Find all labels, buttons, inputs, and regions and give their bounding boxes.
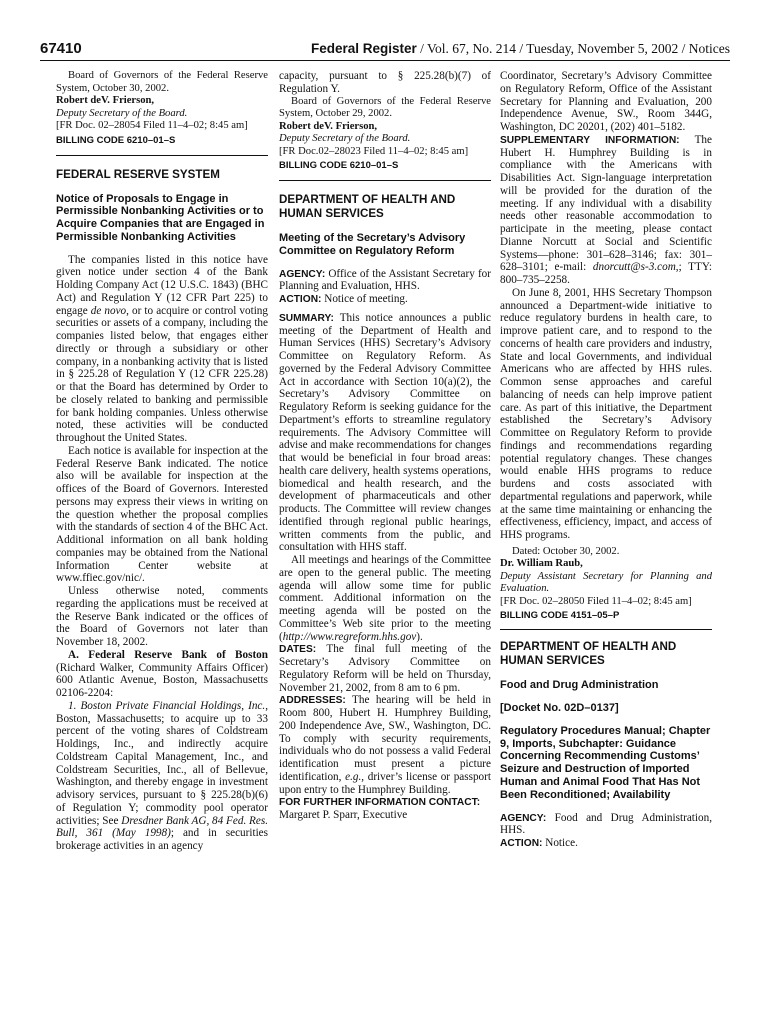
column-1	[56, 70, 268, 853]
billing-code: BILLING CODE 6210–01–S	[279, 160, 399, 171]
paragraph: A. Federal Reserve Bank of Boston (Richard Walker, Community Affairs Officer) 600 Atlantic Avenue, Boston, Massachusetts 02106-2204:	[56, 648, 268, 700]
agency-line: AGENCY: Food and Drug Administration, HHS.	[500, 811, 712, 837]
billing-code: BILLING CODE 4151–05–P	[500, 610, 620, 622]
agency-heading: DEPARTMENT OF HEALTH AND HUMAN SERVICES	[279, 193, 456, 220]
action-line: ACTION: Notice of meeting.	[279, 293, 408, 306]
signer-title: Deputy Assistant Secretary for Planning and Evaluation.	[500, 570, 712, 595]
section-divider	[279, 180, 491, 181]
signer-name: Dr. William Raub,	[500, 558, 583, 570]
docket-number: [Docket No. 02D–0137]	[500, 702, 619, 715]
fr-doc-line: [FR Doc.02–28023 Filed 11–4–02; 8:45 am]	[279, 145, 469, 157]
signer-name: Robert deV. Frierson,	[56, 95, 155, 106]
paragraph: capacity, pursuant to § 225.28(b)(7) of Regulation Y.	[279, 70, 491, 95]
signer-title: Deputy Secretary of the Board.	[56, 107, 188, 119]
page-number: 67410	[40, 40, 82, 57]
running-header	[40, 38, 730, 61]
agency-heading: FEDERAL RESERVE SYSTEM	[56, 167, 220, 181]
fr-doc-line: [FR Doc. 02–28050 Filed 11–4–02; 8:45 am]	[500, 595, 692, 607]
action-line: ACTION: Notice.	[500, 837, 578, 850]
column-3	[500, 70, 712, 850]
running-title	[311, 41, 730, 57]
signer-title: Deputy Secretary of the Board.	[279, 133, 411, 144]
dates: DATES: The final full meeting of the Secretary’s Advisory Committee on Regulatory Reform will be held on Thursday, November 21, 2002, from 8 am to 6 pm.	[279, 643, 491, 694]
issue-details: / Vol. 67, No. 214 / Tuesday, November 5, 2002 / Notices	[416, 41, 730, 56]
publication-name: Federal Register	[310, 41, 417, 56]
contact-label: FOR FURTHER INFORMATION CONTACT:	[279, 797, 481, 809]
agency-heading: DEPARTMENT OF HEALTH AND HUMAN SERVICES	[500, 640, 677, 668]
section-divider	[500, 629, 712, 630]
paragraph: Coordinator, Secretary’s Advisory Committee on Regulatory Reform, Office of the Assistant Secretary for Planning and Evaluation, 200 Independence Avenue, SW., Room 344G, Washington, DC 20201, (202) 401–5182.	[500, 70, 712, 133]
contact-text: Margaret P. Sparr, Executive	[279, 809, 408, 822]
board-line: Board of Governors of the Federal Reserve System, October 30, 2002.	[56, 70, 268, 94]
paragraph: Unless otherwise noted, comments regarding the applications must be received at the Reserve Bank indicated or the offices of the Board of Governors not later than November 18, 2002.	[56, 585, 268, 649]
supplementary-info: SUPPLEMENTARY INFORMATION: The Hubert H. Humphrey Building is in compliance with the Americans with Disabilities Act. Sign-language interpretation will be provided for the duration of the meeting. If any individual with a disability needs other reasonable accommodation to participate in the meeting, please contact Dianne Norcutt at Social and Scientific Systems—phone: 301–628–3146; fax: 301–628–3101; e-mail: dnorcutt@s-3.com,; TTY: 800–735–2258.	[500, 133, 712, 286]
paragraph: On June 8, 2001, HHS Secretary Thompson announced a Department-wide initiative to reduce regulatory burdens in health care, to improve patient care, and to respond to the concerns of health care providers and industry, State and local Governments, and individual Americans who are affected by HHS rules. Common sense approaches and careful balancing of needs can help improve patient care. As part of this initiative, the Department established the Secretary’s Advisory Committee on Regulatory Reform to provide findings and recommendations regarding potential regulatory changes. These changes would enable HHS programs to reduce burdens and costs associated with departmental regulations and paperwork, while at the same time maintaining or enhancing the effectiveness, efficiency, impact, and access of HHS programs.	[500, 286, 712, 541]
agency-line: AGENCY: Office of the Assistant Secretary for Planning and Evaluation, HHS.	[279, 267, 491, 293]
subject-heading: Meeting of the Secretary’s Advisory Committee on Regulatory Reform	[279, 232, 466, 257]
section-divider	[56, 155, 268, 156]
notice-heading: Notice of Proposals to Engage in Permissible Nonbanking Activities or to Acquire Companies that are Engaged in Permissible Nonbanking Activities	[56, 192, 265, 243]
sub-agency: Food and Drug Administration	[500, 679, 659, 692]
billing-code: BILLING CODE 6210–01–S	[56, 134, 176, 146]
addresses: ADDRESSES: The hearing will be held in Room 800, Hubert H. Humphrey Building, 200 Independence Ave, SW., Washington, DC. To comply with security requirements, individuals who do not possess a valid Federal identification must present a picture identification, e.g., driver’s license or passport upon entry to the Humphrey Building.	[279, 694, 491, 796]
board-line: Board of Governors of the Federal Reserve System, October 29, 2002.	[279, 95, 491, 119]
column-2	[279, 70, 491, 822]
paragraph: The companies listed in this notice have given notice under section 4 of the Bank Holding Company Act (12 U.S.C. 1843) (BHC Act) and Regulation Y (12 CFR Part 225) to engage de novo, or to acquire or control voting securities or assets of a company, including the companies listed below, that engages either directly or through a subsidiary or other company, in a nonbanking activity that is listed in § 225.28 of Regulation Y (12 CFR 225.28) or that the Board has determined by Order to be closely related to banking and permissible for bank holding companies. Unless otherwise noted, these activities will be conducted throughout the United States.	[56, 253, 268, 445]
summary: SUMMARY: This notice announces a public meeting of the Department of Health and Human Services (HHS) Secretary’s Advisory Committee on Regulatory Reform. As governed by the Federal Advisory Committee Act in accordance with Section 10(a)(2), the Secretary’s Advisory Committee on Regulatory Reform is seeking guidance for the Department’s efforts to streamline regulatory requirements. The Advisory Committee will advise and make recommendations for changes that would be beneficial in four broad areas: health care delivery, health systems operations, biomedical and health research, and the development of pharmaceuticals and other products. The Committee will review changes identified through regional public hearings, written comments from the public, and consultation with HHS staff.	[279, 311, 491, 554]
signer-name: Robert deV. Frierson,	[279, 120, 378, 132]
subject-heading: Regulatory Procedures Manual; Chapter 9, Imports, Subchapter: Guidance Concerning Recommending Customs’ Seizure and Destruction of Imported Human and Animal Food That Has Not Been Reconditioned; Availability	[500, 724, 711, 801]
dated-line: Dated: October 30, 2002.	[512, 545, 620, 557]
paragraph: All meetings and hearings of the Committee are open to the general public. The meeting agenda will allow some time for public comment. Additional information on the meeting agenda will be posted on the Committee’s Web site prior to the meeting (http://www.regreform.hhs.gov).	[279, 554, 491, 643]
paragraph: Each notice is available for inspection at the Federal Reserve Bank indicated. The notice also will be available for inspection at the offices of the Board of Governors. Interested persons may express their views in writing on the question whether the proposal complies with the standards of section 4 of the BHC Act. Additional information on all bank holding companies may be obtained from the National Information Center website at www.ffiec.gov/nic/.	[56, 444, 268, 585]
fr-doc-line: [FR Doc. 02–28054 Filed 11–4–02; 8:45 am]	[56, 120, 248, 131]
paragraph: 1. Boston Private Financial Holdings, Inc., Boston, Massachusetts; to acquire up to 33 percent of the voting shares of Coldstream Holdings, Inc., and indirectly acquire Coldstream Capital Management, Inc., and Coldstream Securities, Inc., all of Bellevue, Washington, and thereby engage in investment advisory services, pursuant to § 225.28(b)(6) of Regulation Y; commodity pool operator activities; See Dresdner Bank AG, 84 Fed. Res. Bull, 361 (May 1998); and in securities brokerage activities in an agency	[56, 699, 268, 853]
